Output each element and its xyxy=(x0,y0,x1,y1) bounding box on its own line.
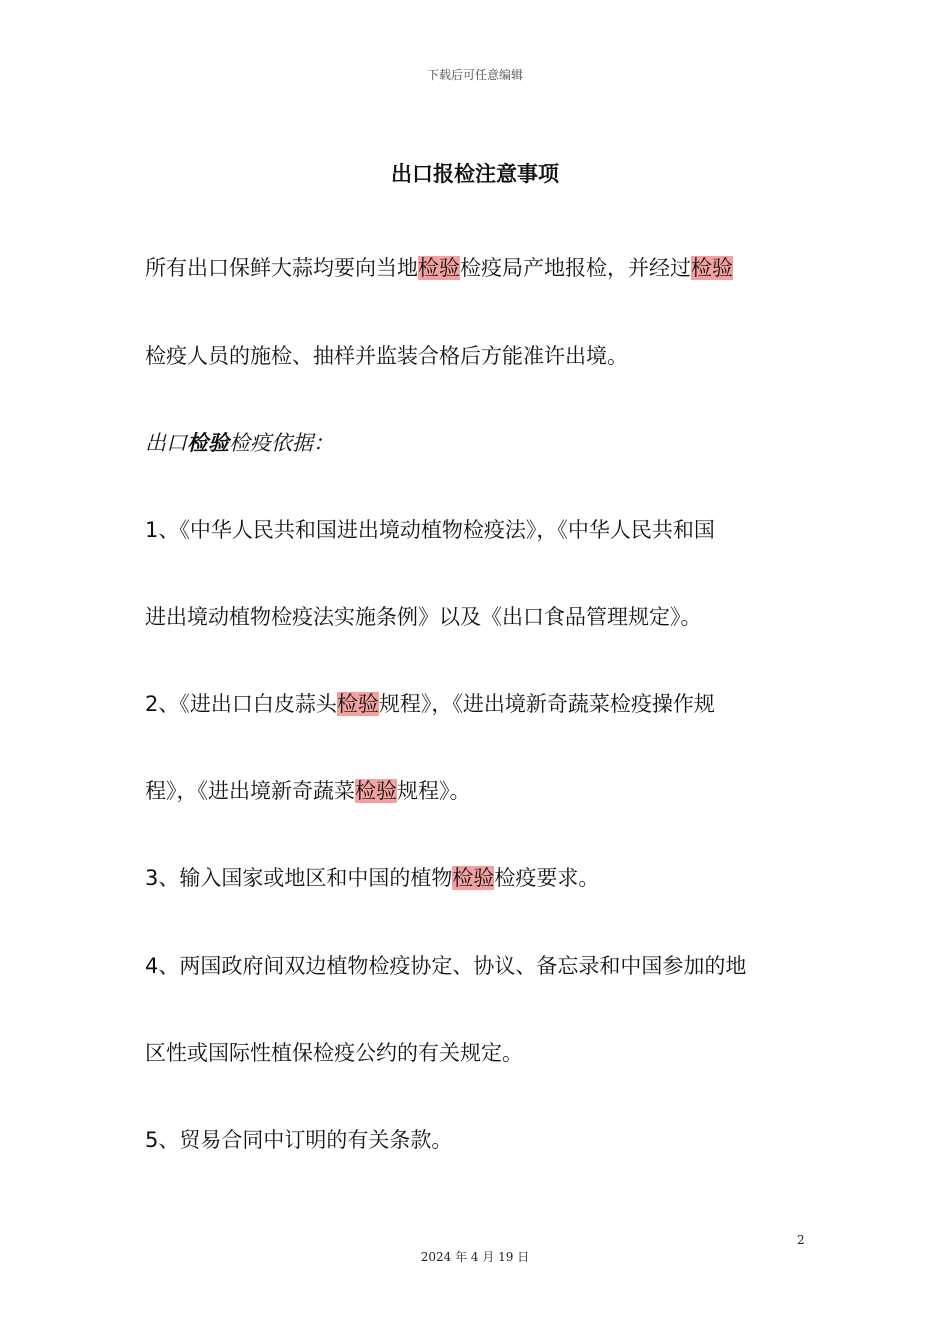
item-4-line-2: 区性或国际性植保检疫公约的有关规定。 xyxy=(145,1041,523,1065)
item-2-line-2 xyxy=(145,776,471,806)
page-header: 下载后可任意编辑 xyxy=(426,68,523,82)
text-segment: 检疫要求。 xyxy=(494,866,600,890)
text-segment: 所有出口保鲜大蒜均要向当地 xyxy=(145,256,418,280)
footer-date: 2024 年 4 月 19 日 xyxy=(420,1250,530,1264)
item-1-line-1: 1、《中华人民共和国进出境动植物检疫法》，《中华人民共和国 xyxy=(145,518,715,542)
document-title: 出口报检注意事项 xyxy=(391,162,559,186)
text-segment: 检疫局产地报检，并经过 xyxy=(460,256,691,280)
page-number: 2 xyxy=(797,1233,805,1247)
highlighted-term: 检验 xyxy=(452,866,495,890)
highlighted-term: 检验 xyxy=(691,256,733,280)
text-segment: 规程》。 xyxy=(397,779,471,803)
text-segment: 检疫依据： xyxy=(229,431,334,455)
highlighted-term: 检验 xyxy=(336,692,379,716)
text-segment: 出口 xyxy=(145,431,187,455)
text-segment: 3、输入国家或地区和中国的植物 xyxy=(145,866,453,890)
highlighted-term: 检验 xyxy=(418,256,460,280)
item-3 xyxy=(145,863,599,893)
bold-term: 检验 xyxy=(187,431,229,455)
text-segment: 规程》，《进出境新奇蔬菜检疫操作规 xyxy=(378,692,715,716)
basis-heading xyxy=(145,428,334,458)
item-5: 5、贸易合同中订明的有关条款。 xyxy=(145,1128,453,1152)
item-1-line-2: 进出境动植物检疫法实施条例》以及《出口食品管理规定》。 xyxy=(145,605,702,629)
highlighted-term: 检验 xyxy=(355,779,397,803)
text-segment: 程》，《进出境新奇蔬菜 xyxy=(145,779,355,803)
text-segment: 2、《进出口白皮蒜头 xyxy=(145,692,337,716)
paragraph-1-line-2: 检疫人员的施检、抽样并监装合格后方能准许出境。 xyxy=(145,344,628,368)
item-4-line-1: 4、两国政府间双边植物检疫协定、协议、备忘录和中国参加的地 xyxy=(145,954,747,978)
paragraph-1-line-1 xyxy=(145,253,733,283)
item-2-line-1 xyxy=(145,689,715,719)
